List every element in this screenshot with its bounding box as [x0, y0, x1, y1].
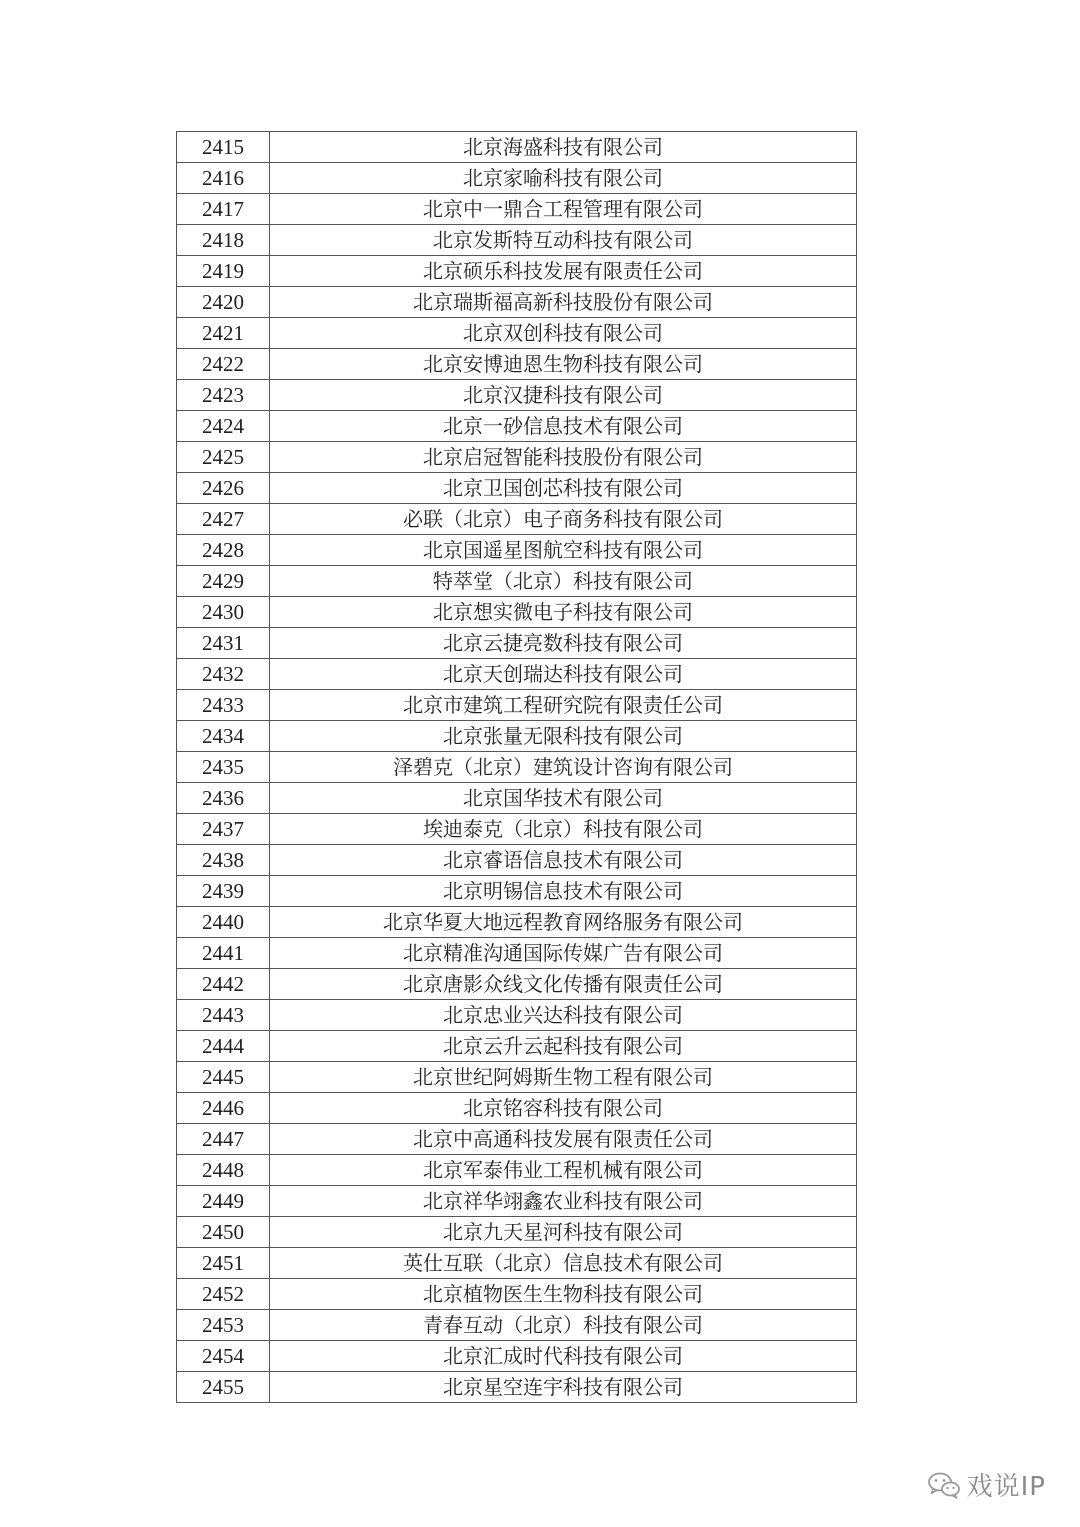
- company-name: 北京植物医生生物科技有限公司: [270, 1279, 857, 1310]
- table-row: [177, 969, 857, 1000]
- company-name: 北京军泰伟业工程机械有限公司: [270, 1155, 857, 1186]
- company-name: 北京安博迪恩生物科技有限公司: [270, 349, 857, 380]
- row-number: 2445: [177, 1062, 270, 1093]
- table-row: [177, 504, 857, 535]
- row-number: 2443: [177, 1000, 270, 1031]
- row-number: 2419: [177, 256, 270, 287]
- table-row: [177, 442, 857, 473]
- row-number: 2453: [177, 1310, 270, 1341]
- company-name: 埃迪泰克（北京）科技有限公司: [270, 814, 857, 845]
- row-number: 2430: [177, 597, 270, 628]
- company-name: 北京天创瑞达科技有限公司: [270, 659, 857, 690]
- company-name: 北京启冠智能科技股份有限公司: [270, 442, 857, 473]
- row-number: 2424: [177, 411, 270, 442]
- table-row: [177, 1341, 857, 1372]
- company-name: 北京瑞斯福高新科技股份有限公司: [270, 287, 857, 318]
- row-number: 2447: [177, 1124, 270, 1155]
- company-name: 北京汉捷科技有限公司: [270, 380, 857, 411]
- row-number: 2448: [177, 1155, 270, 1186]
- company-name: 北京张量无限科技有限公司: [270, 721, 857, 752]
- table-row: [177, 1093, 857, 1124]
- company-name: 必联（北京）电子商务科技有限公司: [270, 504, 857, 535]
- table-row: [177, 814, 857, 845]
- company-name: 北京发斯特互动科技有限公司: [270, 225, 857, 256]
- row-number: 2441: [177, 938, 270, 969]
- row-number: 2431: [177, 628, 270, 659]
- table-row: [177, 318, 857, 349]
- company-name: 青春互动（北京）科技有限公司: [270, 1310, 857, 1341]
- table-row: [177, 752, 857, 783]
- table-row: [177, 1372, 857, 1403]
- wechat-icon: [927, 1471, 961, 1499]
- table-row: [177, 163, 857, 194]
- row-number: 2435: [177, 752, 270, 783]
- table-row: [177, 597, 857, 628]
- table-row: [177, 535, 857, 566]
- row-number: 2451: [177, 1248, 270, 1279]
- table-row: [177, 194, 857, 225]
- table-row: [177, 1155, 857, 1186]
- row-number: 2417: [177, 194, 270, 225]
- row-number: 2449: [177, 1186, 270, 1217]
- table-row: [177, 1248, 857, 1279]
- table-row: [177, 411, 857, 442]
- row-number: 2439: [177, 876, 270, 907]
- table-row: [177, 566, 857, 597]
- row-number: 2420: [177, 287, 270, 318]
- row-number: 2425: [177, 442, 270, 473]
- table-body: [177, 132, 857, 1403]
- company-name: 北京海盛科技有限公司: [270, 132, 857, 163]
- row-number: 2450: [177, 1217, 270, 1248]
- company-name: 北京明锡信息技术有限公司: [270, 876, 857, 907]
- company-name: 北京想实微电子科技有限公司: [270, 597, 857, 628]
- table-row: [177, 1310, 857, 1341]
- company-name: 北京精准沟通国际传媒广告有限公司: [270, 938, 857, 969]
- table-row: [177, 473, 857, 504]
- table-row: [177, 690, 857, 721]
- table-row: [177, 349, 857, 380]
- row-number: 2432: [177, 659, 270, 690]
- table-row: [177, 1031, 857, 1062]
- company-name: 北京华夏大地远程教育网络服务有限公司: [270, 907, 857, 938]
- table-row: [177, 721, 857, 752]
- company-name: 北京云捷亮数科技有限公司: [270, 628, 857, 659]
- company-name: 北京汇成时代科技有限公司: [270, 1341, 857, 1372]
- company-name: 北京市建筑工程研究院有限责任公司: [270, 690, 857, 721]
- company-list-table: [176, 131, 857, 1403]
- row-number: 2434: [177, 721, 270, 752]
- table-row: [177, 287, 857, 318]
- table-row: [177, 783, 857, 814]
- company-name: 北京卫国创芯科技有限公司: [270, 473, 857, 504]
- table-row: [177, 1062, 857, 1093]
- row-number: 2418: [177, 225, 270, 256]
- row-number: 2423: [177, 380, 270, 411]
- row-number: 2416: [177, 163, 270, 194]
- company-name: 北京九天星河科技有限公司: [270, 1217, 857, 1248]
- company-name: 北京一砂信息技术有限公司: [270, 411, 857, 442]
- table-row: [177, 1279, 857, 1310]
- company-name: 北京祥华翊鑫农业科技有限公司: [270, 1186, 857, 1217]
- table-row: [177, 938, 857, 969]
- table-row: [177, 1124, 857, 1155]
- company-name: 北京云升云起科技有限公司: [270, 1031, 857, 1062]
- company-name: 特萃堂（北京）科技有限公司: [270, 566, 857, 597]
- table-row: [177, 1186, 857, 1217]
- row-number: 2427: [177, 504, 270, 535]
- table-row: [177, 132, 857, 163]
- table-row: [177, 1217, 857, 1248]
- row-number: 2436: [177, 783, 270, 814]
- company-name: 北京唐影众线文化传播有限责任公司: [270, 969, 857, 1000]
- table-row: [177, 1000, 857, 1031]
- company-name: 北京世纪阿姆斯生物工程有限公司: [270, 1062, 857, 1093]
- row-number: 2454: [177, 1341, 270, 1372]
- watermark: [927, 1466, 1046, 1503]
- row-number: 2438: [177, 845, 270, 876]
- company-name: 北京中高通科技发展有限责任公司: [270, 1124, 857, 1155]
- table-row: [177, 907, 857, 938]
- company-name: 北京国华技术有限公司: [270, 783, 857, 814]
- row-number: 2415: [177, 132, 270, 163]
- row-number: 2433: [177, 690, 270, 721]
- company-name: 北京国遥星图航空科技有限公司: [270, 535, 857, 566]
- company-name: 北京星空连宇科技有限公司: [270, 1372, 857, 1403]
- company-name: 北京铭容科技有限公司: [270, 1093, 857, 1124]
- table-row: [177, 876, 857, 907]
- table-row: [177, 628, 857, 659]
- row-number: 2455: [177, 1372, 270, 1403]
- row-number: 2444: [177, 1031, 270, 1062]
- row-number: 2452: [177, 1279, 270, 1310]
- row-number: 2446: [177, 1093, 270, 1124]
- watermark-text: 戏说IP: [966, 1472, 1046, 1502]
- company-name: 泽碧克（北京）建筑设计咨询有限公司: [270, 752, 857, 783]
- company-name: 北京双创科技有限公司: [270, 318, 857, 349]
- row-number: 2421: [177, 318, 270, 349]
- row-number: 2426: [177, 473, 270, 504]
- table-row: [177, 225, 857, 256]
- table-row: [177, 845, 857, 876]
- row-number: 2437: [177, 814, 270, 845]
- company-name: 北京中一鼎合工程管理有限公司: [270, 194, 857, 225]
- company-name: 英仕互联（北京）信息技术有限公司: [270, 1248, 857, 1279]
- table-row: [177, 380, 857, 411]
- company-name: 北京家喻科技有限公司: [270, 163, 857, 194]
- table-row: [177, 659, 857, 690]
- company-name: 北京睿语信息技术有限公司: [270, 845, 857, 876]
- row-number: 2440: [177, 907, 270, 938]
- row-number: 2422: [177, 349, 270, 380]
- row-number: 2428: [177, 535, 270, 566]
- row-number: 2429: [177, 566, 270, 597]
- company-name: 北京硕乐科技发展有限责任公司: [270, 256, 857, 287]
- table-row: [177, 256, 857, 287]
- company-name: 北京忠业兴达科技有限公司: [270, 1000, 857, 1031]
- row-number: 2442: [177, 969, 270, 1000]
